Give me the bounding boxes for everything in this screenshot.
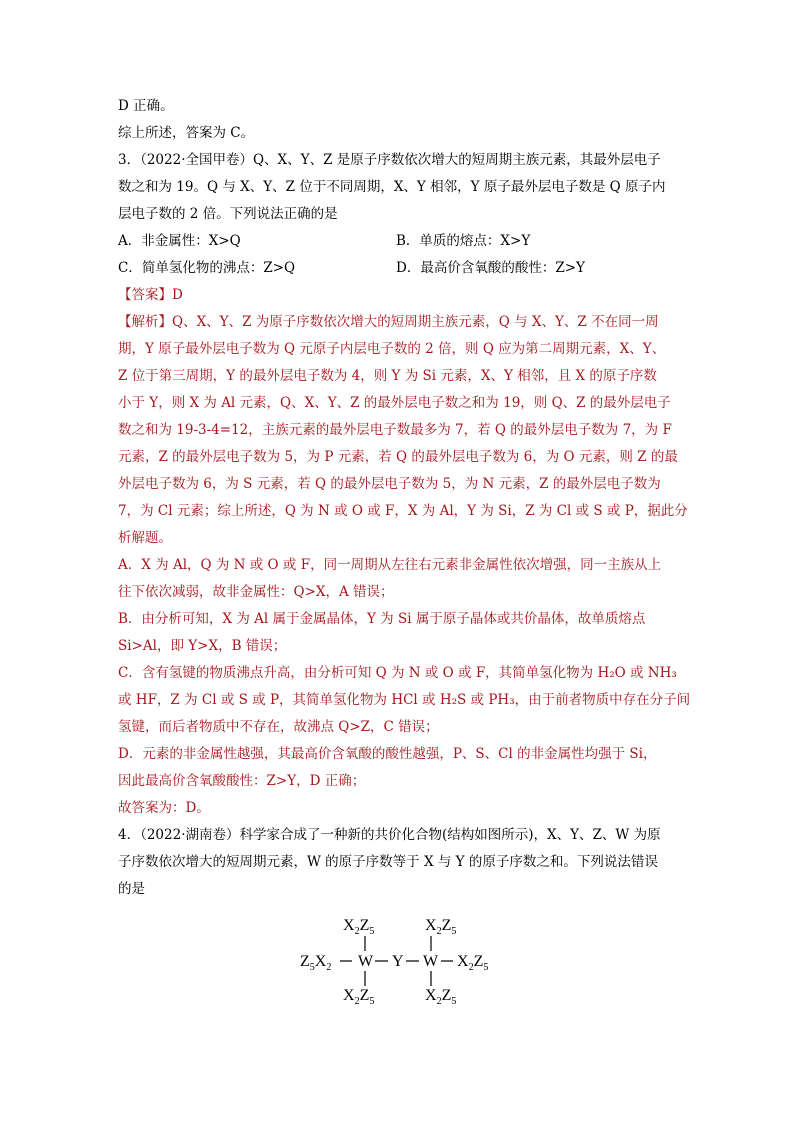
group-bottom-left: $X_2Z_5$: [343, 987, 375, 1007]
group-top-right: $X_2Z_5$: [425, 917, 457, 937]
answer-line: 【答案】D: [118, 287, 183, 303]
question-3-text: 层电子数的 2 倍。下列说法正确的是: [118, 206, 338, 222]
analysis-text: 小于 Y，则 X 为 Al 元素，Q、X、Y、Z 的最外层电子数之和为 19，则 Q、Z 的最外层电子: [118, 395, 671, 411]
atom-y: Y: [392, 953, 404, 970]
analysis-text: 氢键，而后者物质中不存在，故沸点 Q>Z，C 错误；: [118, 719, 439, 735]
analysis-text: 期，Y 原子最外层电子数为 Q 元原子内层电子数的 2 倍，则 Q 应为第二周期元素，X、Y、: [118, 341, 666, 357]
analysis-text: A．X 为 Al，Q 为 N 或 O 或 F，同一周期从左往右元素非金属性依次增强，同一主族从上: [118, 557, 662, 573]
option-b: B．单质的熔点：X>Y: [396, 233, 531, 249]
analysis-text: 7，为 Cl 元素；综上所述，Q 为 N 或 O 或 F，X 为 Al，Y 为 Si，Z 为 Cl 或 S 或 P，据此分: [118, 503, 688, 519]
question-4-text: 4．（2022·湖南卷）科学家合成了一种新的共价化合物(结构如图所示)，X、Y、Z、W 为原: [118, 827, 661, 843]
question-4-text: 子序数依次增大的短周期元素，W 的原子序数等于 X 与 Y 的原子序数之和。下列说法错误: [118, 854, 658, 870]
options-row: [118, 255, 678, 282]
text-line: D 正确。: [118, 98, 174, 114]
group-bottom-right: $X_2Z_5$: [425, 987, 457, 1007]
question-3-text: 数之和为 19。Q 与 X、Y、Z 位于不同周期，X、Y 相邻，Y 原子最外层电子数是 Q 原子内: [118, 179, 666, 195]
analysis-text: 往下依次减弱，故非金属性：Q>X，A 错误；: [118, 584, 394, 600]
question-4-text: 的是: [118, 881, 145, 897]
option-d: D．最高价含氧酸的酸性：Z>Y: [396, 260, 585, 276]
analysis-text: C．含有氢键的物质沸点升高，由分析可知 Q 为 N 或 O 或 F，其简单氢化物为 H₂O 或 NH₃: [118, 665, 677, 681]
question-3-text: 3．（2022·全国甲卷）Q、X、Y、Z 是原子序数依次增大的短周期主族元素，其最外层电子: [118, 152, 661, 168]
option-c: C．简单氢化物的沸点：Z>Q: [118, 260, 296, 276]
analysis-text: B．由分析可知，X 为 Al 属于金属晶体，Y 为 Si 属于原子晶体或共价晶体，故单质熔点: [118, 611, 646, 627]
analysis-text: D．元素的非金属性越强，其最高价含氧酸的酸性越强，P、S、Cl 的非金属性均强于 Si，: [118, 746, 657, 762]
analysis-text: 因此最高价含氧酸酸性：Z>Y，D 正确；: [118, 773, 366, 789]
analysis-text: Si>Al，即 Y>X，B 错误；: [118, 638, 287, 654]
analysis-text: 元素，Z 的最外层电子数为 5，为 P 元素，若 Q 的最外层电子数为 6，为 O 元素，则 Z 的最: [118, 449, 678, 465]
document-page: [118, 93, 691, 903]
text-line: 综上所述，答案为 C。: [118, 125, 255, 141]
analysis-text: 故答案为：D。: [118, 800, 210, 816]
analysis-text: 外层电子数为 6，为 S 元素，若 Q 的最外层电子数为 5，为 N 元素，Z 的最外层电子数为: [118, 476, 661, 492]
atom-w-right: W: [423, 953, 439, 970]
options-row: [118, 228, 678, 255]
analysis-text: 数之和为 19-3-4=12，主族元素的最外层电子数最多为 7，若 Q 的最外层电子数为 7，为 F: [118, 422, 672, 438]
group-right: $X_2Z_5$: [457, 953, 489, 973]
atom-w-left: W: [358, 953, 374, 970]
option-a: A．非金属性：X>Q: [118, 233, 241, 249]
analysis-text: Z 位于第三周期，Y 的最外层电子数为 4，则 Y 为 Si 元素，X、Y 相邻，且 X 的原子序数: [118, 368, 657, 384]
analysis-text: 或 HF，Z 为 Cl 或 S 或 P，其简单氢化物为 HCl 或 H₂S 或 PH₃，由于前者物质中存在分子间: [118, 692, 691, 708]
analysis-text: 析解题。: [118, 530, 172, 546]
group-left: $Z_5X_2$: [300, 953, 332, 973]
analysis-text: 【解析】Q、X、Y、Z 为原子序数依次增大的短周期主族元素，Q 与 X、Y、Z 不在同一周: [118, 314, 659, 330]
group-top-left: $X_2Z_5$: [343, 917, 375, 937]
